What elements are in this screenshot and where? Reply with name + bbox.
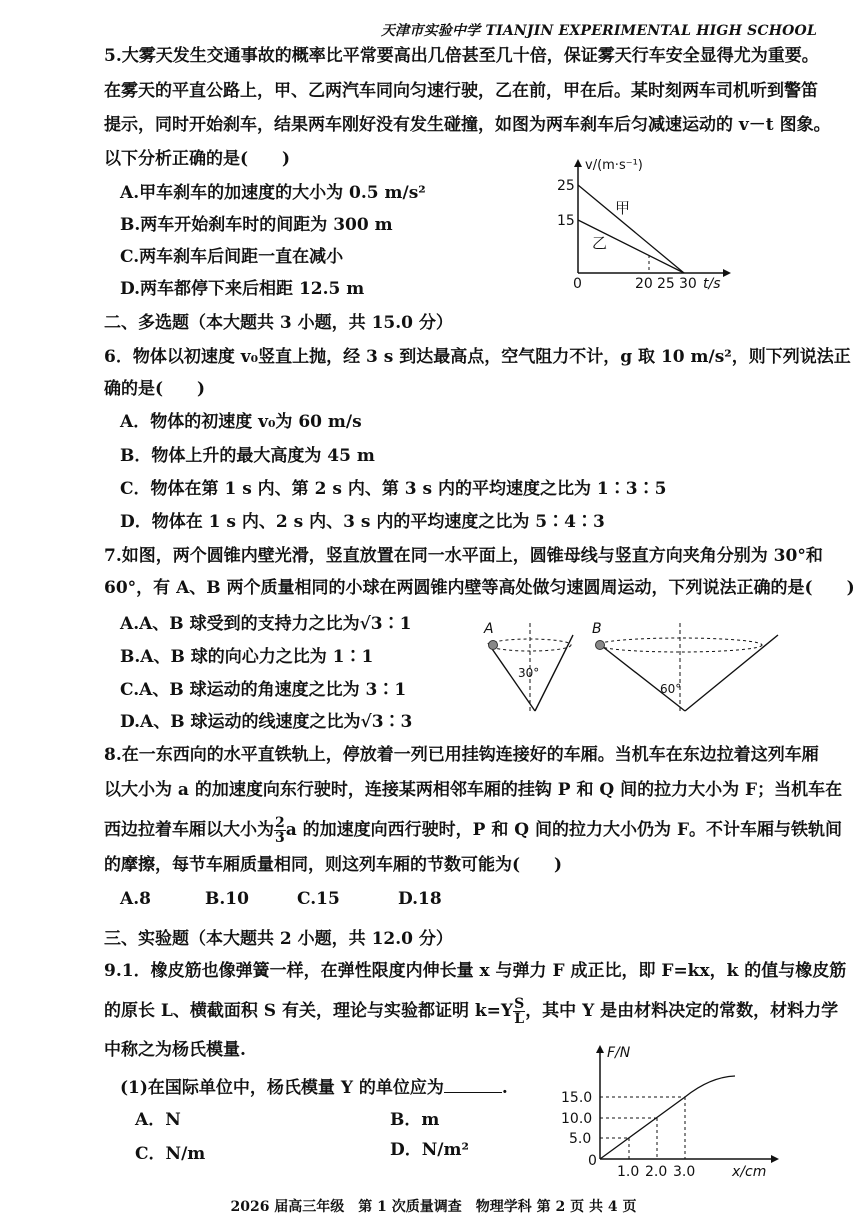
q9-sub1-text: (1)在国际单位中，杨氏模量 Y 的单位应为 xyxy=(120,1078,444,1098)
q8-option-b: B.10 xyxy=(205,889,249,909)
section2-heading: 二、多选题（本大题共 3 小题，共 15.0 分） xyxy=(104,313,453,333)
graph-x25: 25 xyxy=(657,276,675,292)
q6-option-b: B．物体上升的最大高度为 45 m xyxy=(120,446,375,466)
q6-option-d: D．物体在 1 s 内、2 s 内、3 s 内的平均速度之比为 5∶4∶3 xyxy=(120,512,605,532)
ball-a xyxy=(489,641,498,650)
q9-line1: 9.1．橡皮筋也像弹簧一样，在弹性限度内伸长量 x 与弹力 F 成正比，即 F=kx，k 的值与橡皮筋 xyxy=(104,961,847,981)
graph-xlabel: t/s xyxy=(703,276,721,292)
q7-cones-figure xyxy=(480,615,800,715)
q8-line4: 的摩擦，每节车厢质量相同，则这列车厢的节数可能为( ) xyxy=(104,855,563,875)
q9-option-b: B．m xyxy=(390,1110,440,1130)
q5-option-b: B.两车开始刹车时的间距为 300 m xyxy=(120,215,393,235)
q9-fx-graph xyxy=(555,1043,785,1183)
q8-option-a: A.8 xyxy=(120,889,151,909)
q7-line1: 7.如图，两个圆锥内壁光滑，竖直放置在同一水平面上，圆锥母线与竖直方向夹角分别为 30°和 xyxy=(104,546,823,566)
label-jia: 甲 xyxy=(615,199,631,217)
graph-x3: 3.0 xyxy=(673,1164,696,1180)
graph-x30: 30 xyxy=(679,276,697,292)
q9-option-a: A．N xyxy=(135,1110,181,1130)
q9-line3: 中称之为杨氏模量. xyxy=(104,1040,246,1060)
q9-option-c: C．N/m xyxy=(135,1144,206,1164)
q9-line2 xyxy=(104,997,838,1026)
graph-x1: 1.0 xyxy=(617,1164,640,1180)
graph-y5: 5.0 xyxy=(569,1131,592,1147)
angle-60: 60° xyxy=(660,682,682,696)
graph-ylabel: F/N xyxy=(607,1045,631,1061)
q5-vt-graph xyxy=(545,155,735,295)
q8-line3 xyxy=(104,816,842,845)
q7-option-a: A.A、B 球受到的支持力之比为√3∶1 xyxy=(120,614,412,634)
q5-option-d: D.两车都停下来后相距 12.5 m xyxy=(120,279,365,299)
label-yi: 乙 xyxy=(592,234,608,252)
ball-b xyxy=(596,641,605,650)
graph-x2: 2.0 xyxy=(645,1164,668,1180)
graph-y15: 15.0 xyxy=(561,1090,593,1106)
q8-line3-start: 西边拉着车厢以大小为 xyxy=(104,820,274,840)
graph-xlabel: x/cm xyxy=(732,1164,767,1180)
graph-ylabel: v/(m·s⁻¹) xyxy=(585,158,643,173)
q7-option-d: D.A、B 球运动的线速度之比为√3∶3 xyxy=(120,712,413,732)
q7-line2: 60°，有 A、B 两个质量相同的小球在两圆锥内壁等高处做匀速圆周运动，下列说法正确的是( ) xyxy=(104,578,855,598)
graph-x20: 20 xyxy=(635,276,653,292)
label-a: A xyxy=(484,621,494,637)
school-header: 天津市实验中学 TIANJIN EXPERIMENTAL HIGH SCHOOL xyxy=(380,23,817,39)
q5-line2: 在雾天的平直公路上，甲、乙两汽车同向匀速行驶，乙在前，甲在后。某时刻两车司机听到警笛 xyxy=(104,81,818,101)
angle-30: 30° xyxy=(518,666,540,680)
q9-line2-start: 的原长 L、横截面积 S 有关，理论与实验都证明 k=Y xyxy=(104,1001,514,1021)
q8-line3-end: a 的加速度向西行驶时，P 和 Q 间的拉力大小仍为 F。不计车厢与铁轨间 xyxy=(285,820,843,840)
label-b: B xyxy=(592,621,602,637)
jia-line xyxy=(578,185,684,273)
q7-option-c: C.A、B 球运动的角速度之比为 3∶1 xyxy=(120,680,407,700)
graph-origin: 0 xyxy=(573,276,582,292)
q5-option-c: C.两车刹车后间距一直在减小 xyxy=(120,247,344,267)
q8-line2: 以大小为 a 的加速度向东行驶时，连接某两相邻车厢的挂钩 P 和 Q 间的拉力大小为 F；当机车在 xyxy=(104,780,843,800)
q6-option-a: A．物体的初速度 v₀为 60 m/s xyxy=(120,412,362,432)
q5-option-a: A.甲车刹车的加速度的大小为 0.5 m/s² xyxy=(120,183,426,203)
page-footer: 2026 届高三年级 第 1 次质量调查 物理学科 第 2 页 共 4 页 xyxy=(230,1199,637,1215)
graph-y25: 25 xyxy=(557,178,575,194)
q8-line1: 8.在一东西向的水平直铁轨上，停放着一列已用挂钩连接好的车厢。当机车在东边拉着这列车厢 xyxy=(104,745,819,765)
answer-blank[interactable] xyxy=(444,1076,502,1093)
q6-line2: 确的是( ) xyxy=(104,379,206,399)
q6-option-c: C．物体在第 1 s 内、第 2 s 内、第 3 s 内的平均速度之比为 1∶3∶5 xyxy=(120,479,667,499)
q8-fraction: $\frac{2}{3}$ xyxy=(275,815,285,846)
q9-fraction: $\frac{S}{L}$ xyxy=(514,996,525,1027)
q9-option-d: D．N/m² xyxy=(390,1140,469,1160)
q8-option-c: C.15 xyxy=(297,889,340,909)
graph-origin: 0 xyxy=(588,1153,597,1169)
graph-y15: 15 xyxy=(557,213,575,229)
q9-sub1: (1)在国际单位中，杨氏模量 Y 的单位应为 . xyxy=(120,1078,508,1098)
graph-y10: 10.0 xyxy=(561,1111,593,1127)
q5-line3: 提示，同时开始刹车，结果两车刚好没有发生碰撞，如图为两车刹车后匀减速运动的 v－t 图象。 xyxy=(104,115,831,135)
q6-line1: 6．物体以初速度 v₀竖直上抛，经 3 s 到达最高点，空气阻力不计，g 取 10 m/s²，则下列说法正 xyxy=(104,347,851,367)
q9-line2-end: ，其中 Y 是由材料决定的常数，材料力学 xyxy=(525,1001,839,1021)
q5-line1: 5.大雾天发生交通事故的概率比平常要高出几倍甚至几十倍，保证雾天行车安全显得尤为重要。 xyxy=(104,46,819,66)
section3-heading: 三、实验题（本大题共 2 小题，共 12.0 分） xyxy=(104,929,453,949)
q7-option-b: B.A、B 球的向心力之比为 1∶1 xyxy=(120,647,374,667)
q8-option-d: D.18 xyxy=(398,889,442,909)
q5-line4: 以下分析正确的是( ) xyxy=(104,149,291,169)
